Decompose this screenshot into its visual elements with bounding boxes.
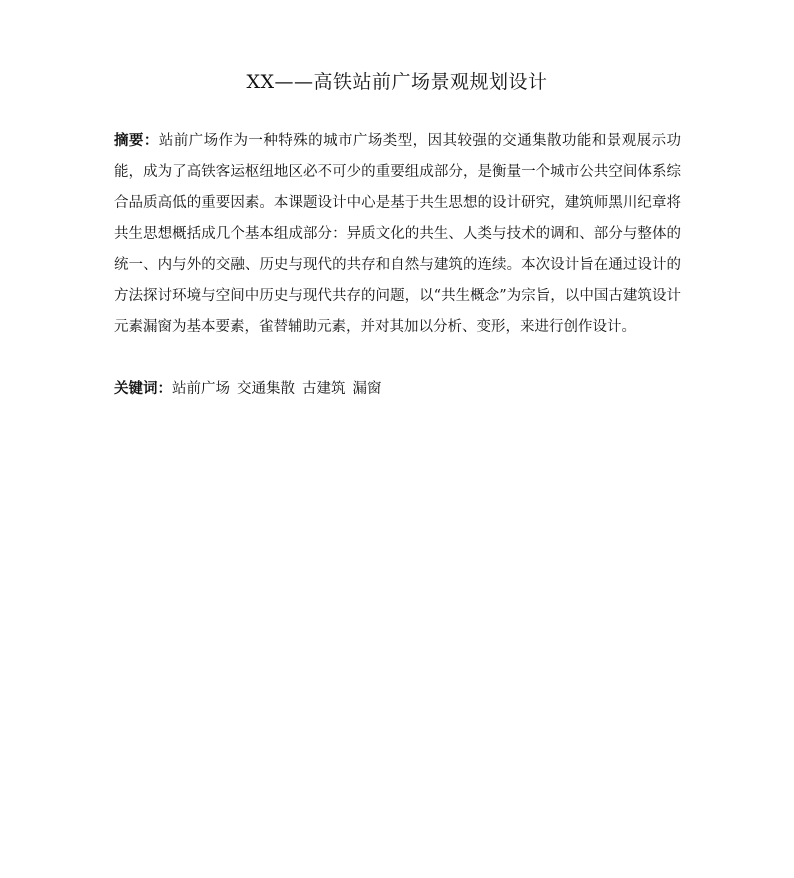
abstract-text: 站前广场作为一种特殊的城市广场类型，因其较强的交通集散功能和景观展示功能，成为了高铁客运枢纽地区必不可少的重要组成部分，是衡量一个城市公共空间体系综合品质高低的重要因素。本课题设计中心是基于共生思想的设计研究，建筑师黑川纪章将共生思想概括成几个基本组成部分：异质文化的共生、人类与技术的调和、部分与整体的统一、内与外的交融、历史与现代的共存和自然与建筑的连续。本次设计旨在通过设计的方法探讨环境与空间中历史与现代共存的问题，以“共生概念”为宗旨，以中国古建筑设计元素漏窗为基本要素，雀替辅助元素，并对其加以分析、变形，来进行创作设计。: [114, 133, 682, 335]
abstract-label: 摘要：: [114, 133, 159, 149]
document-title: XX——高铁站前广场景观规划设计: [246, 71, 548, 93]
keywords-label: 关键词：: [114, 381, 172, 397]
keyword-item: 漏窗: [352, 381, 382, 397]
abstract-paragraph: [114, 126, 681, 343]
keyword-item: 古建筑: [302, 381, 346, 397]
keywords-line: [114, 374, 681, 405]
keyword-item: 交通集散: [237, 381, 295, 397]
keyword-item: 站前广场: [172, 381, 230, 397]
